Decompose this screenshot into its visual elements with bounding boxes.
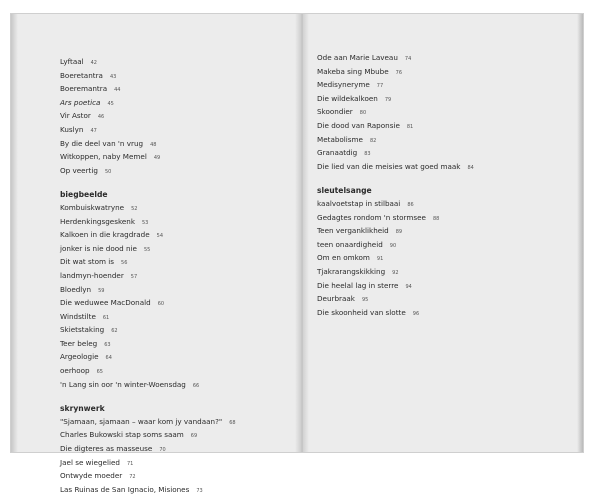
entry-title: Charles Bukowski stap soms saam bbox=[60, 430, 184, 440]
book-spread bbox=[10, 13, 584, 494]
entry-title: Die skoonheid van slotte bbox=[317, 307, 406, 317]
toc-entry bbox=[317, 161, 474, 175]
entry-title: 'n Lang sin oor 'n winter-Woensdag bbox=[60, 379, 186, 389]
entry-page-number: 73 bbox=[196, 487, 203, 494]
entry-page-number: 48 bbox=[150, 141, 157, 148]
toc-entry bbox=[60, 457, 236, 471]
toc-entry bbox=[60, 97, 236, 111]
entry-page-number: 46 bbox=[97, 114, 105, 121]
entry-title: Boeremantra bbox=[60, 84, 108, 94]
entry-page-number: 47 bbox=[90, 127, 97, 134]
right-page bbox=[309, 14, 579, 452]
toc-entry bbox=[60, 338, 236, 352]
toc-entry bbox=[317, 79, 474, 93]
entry-title: Bloedlyn bbox=[60, 284, 92, 294]
toc-entry bbox=[317, 147, 474, 161]
toc-entry bbox=[60, 416, 236, 430]
entry-page-number: 90 bbox=[389, 242, 397, 249]
entry-title: Om en omkom bbox=[317, 253, 370, 263]
toc-entry bbox=[317, 225, 474, 239]
toc-entry bbox=[317, 93, 474, 107]
entry-title: Kombuiskwatryne bbox=[60, 202, 125, 212]
entry-page-number: 92 bbox=[392, 269, 399, 276]
toc-entry bbox=[317, 293, 474, 307]
entry-page-number: 66 bbox=[192, 382, 200, 389]
entry-title: Ontwyde moeder bbox=[60, 471, 123, 481]
entry-page-number: 86 bbox=[407, 201, 414, 208]
entry-title: Die dood van Raponsie bbox=[317, 120, 400, 130]
entry-title: Teer beleg bbox=[60, 338, 98, 348]
toc-entry bbox=[317, 212, 474, 226]
entry-title: jonker is nie dood nie bbox=[60, 243, 137, 253]
entry-title: kaalvoetstap in stilbaai bbox=[317, 198, 401, 208]
entry-page-number: 89 bbox=[395, 229, 403, 236]
toc-entry bbox=[60, 270, 236, 284]
entry-title: Witkoppen, naby Memel bbox=[60, 152, 147, 162]
entry-title: Skietstaking bbox=[60, 325, 105, 335]
toc-entry bbox=[60, 229, 236, 243]
entry-title: Granaatdig bbox=[317, 148, 358, 158]
entry-page-number: 62 bbox=[111, 328, 118, 335]
entry-page-number: 83 bbox=[364, 151, 371, 158]
entry-page-number: 42 bbox=[90, 60, 97, 66]
toc-entry bbox=[60, 484, 236, 497]
entry-title: teen onaardigheid bbox=[317, 239, 383, 249]
toc-entry bbox=[60, 324, 236, 338]
entry-page-number: 77 bbox=[376, 83, 384, 90]
entry-title: Ode aan Marie Laveau bbox=[317, 53, 398, 62]
contents-list-left bbox=[60, 56, 236, 497]
toc-entry bbox=[317, 239, 474, 253]
entry-page-number: 61 bbox=[102, 314, 110, 321]
entry-title: Tjakrarangskikking bbox=[317, 266, 386, 276]
toc-entry bbox=[60, 256, 236, 270]
entry-title: Gedagtes rondom 'n stormsee bbox=[317, 212, 426, 222]
entry-page-number: 68 bbox=[229, 419, 236, 426]
entry-title: Die wildekalkoen bbox=[317, 93, 378, 103]
entry-title: Skoondier bbox=[317, 107, 353, 117]
toc-entry bbox=[60, 470, 236, 484]
entry-title: Die digteres as masseuse bbox=[60, 444, 153, 454]
entry-page-number: 81 bbox=[406, 123, 414, 130]
entry-page-number: 52 bbox=[131, 205, 138, 212]
entry-title: Die weduwee MacDonald bbox=[60, 298, 151, 308]
entry-page-number: 57 bbox=[130, 273, 138, 280]
entry-title: Boeretantra bbox=[60, 70, 103, 80]
entry-page-number: 53 bbox=[142, 219, 149, 226]
entry-page-number: 63 bbox=[104, 341, 111, 348]
entry-title: landmyn-hoender bbox=[60, 270, 124, 280]
toc-entry bbox=[317, 252, 474, 266]
toc-entry bbox=[317, 52, 474, 66]
entry-page-number: 84 bbox=[467, 164, 474, 171]
entry-page-number: 72 bbox=[129, 474, 136, 481]
toc-entry bbox=[60, 311, 236, 325]
toc-entry bbox=[317, 106, 474, 120]
entry-title: Makeba sing Mbube bbox=[317, 66, 389, 76]
toc-entry bbox=[317, 307, 474, 321]
entry-page-number: 71 bbox=[126, 460, 134, 467]
entry-title: By die deel van 'n vrug bbox=[60, 138, 144, 148]
entry-page-number: 64 bbox=[105, 355, 112, 362]
entry-title: Kuslyn bbox=[60, 124, 84, 134]
entry-page-number: 43 bbox=[109, 73, 117, 80]
toc-entry bbox=[317, 266, 474, 280]
toc-entry bbox=[317, 280, 474, 294]
entry-page-number: 76 bbox=[395, 69, 403, 76]
entry-title: Windstilte bbox=[60, 311, 96, 321]
section-heading: biegbeelde bbox=[60, 190, 108, 200]
toc-entry bbox=[60, 124, 236, 138]
entry-page-number: 49 bbox=[153, 155, 161, 162]
entry-page-number: 59 bbox=[98, 287, 105, 294]
entry-title: Op veertig bbox=[60, 165, 98, 175]
left-page bbox=[11, 14, 298, 494]
toc-entry bbox=[60, 70, 236, 84]
toc-entry bbox=[60, 138, 236, 152]
contents-list-right bbox=[317, 52, 474, 320]
entry-page-number: 88 bbox=[432, 215, 440, 222]
entry-title: Jael se wiegelied bbox=[60, 457, 120, 467]
toc-entry bbox=[317, 134, 474, 148]
toc-entry bbox=[60, 216, 236, 230]
entry-page-number: 82 bbox=[369, 137, 377, 144]
toc-entry bbox=[317, 198, 474, 212]
entry-title: Medisyneryme bbox=[317, 80, 370, 90]
book-gutter bbox=[295, 14, 309, 452]
entry-page-number: 96 bbox=[412, 310, 420, 317]
toc-entry bbox=[60, 83, 236, 97]
toc-entry bbox=[60, 443, 236, 457]
entry-title: Las Ruinas de San Ignacio, Misiones bbox=[60, 484, 190, 494]
entry-title: Argeologie bbox=[60, 352, 99, 362]
entry-page-number: 91 bbox=[376, 256, 384, 263]
entry-title: Die lied van die meisies wat goed maak bbox=[317, 161, 461, 171]
entry-page-number: 80 bbox=[359, 110, 367, 117]
entry-page-number: 56 bbox=[121, 260, 128, 267]
page-edge bbox=[577, 14, 583, 452]
entry-title: Deurbraak bbox=[317, 294, 355, 304]
entry-title: oerhoop bbox=[60, 366, 90, 376]
entry-page-number: 60 bbox=[157, 301, 165, 308]
entry-page-number: 54 bbox=[156, 233, 164, 240]
toc-entry bbox=[60, 56, 236, 70]
toc-entry bbox=[60, 429, 236, 443]
entry-title: Ars poetica bbox=[60, 97, 101, 107]
entry-page-number: 94 bbox=[405, 283, 412, 290]
entry-page-number: 44 bbox=[114, 87, 121, 94]
entry-page-number: 70 bbox=[159, 447, 166, 454]
toc-entry bbox=[60, 151, 236, 165]
entry-title: Die heelal lag in sterre bbox=[317, 280, 399, 290]
entry-title: Herdenkingsgeskenk bbox=[60, 216, 135, 226]
toc-entry bbox=[60, 165, 236, 179]
entry-page-number: 74 bbox=[404, 56, 412, 62]
toc-entry bbox=[60, 243, 236, 257]
entry-title: Lyftaal bbox=[60, 57, 84, 66]
toc-entry bbox=[60, 365, 236, 379]
entry-title: Metabolisme bbox=[317, 134, 363, 144]
toc-entry bbox=[317, 120, 474, 134]
toc-entry bbox=[60, 351, 236, 365]
toc-entry bbox=[60, 202, 236, 216]
entry-title: Kalkoen in die kragdrade bbox=[60, 230, 150, 240]
toc-entry bbox=[60, 284, 236, 298]
entry-page-number: 69 bbox=[190, 433, 198, 440]
entry-title: Vir Astor bbox=[60, 111, 91, 121]
entry-page-number: 50 bbox=[104, 168, 112, 175]
entry-page-number: 79 bbox=[384, 96, 392, 103]
toc-entry bbox=[60, 110, 236, 124]
section-heading: sleutelsange bbox=[317, 186, 372, 196]
entry-page-number: 65 bbox=[96, 369, 103, 376]
section-heading: skrynwerk bbox=[60, 404, 105, 414]
entry-page-number: 95 bbox=[361, 297, 369, 304]
entry-page-number: 55 bbox=[143, 246, 151, 253]
entry-title: "Sjamaan, sjamaan – waar kom jy vandaan?" bbox=[60, 416, 223, 426]
entry-title: Dit wat stom is bbox=[60, 257, 115, 267]
toc-entry bbox=[317, 66, 474, 80]
entry-page-number: 45 bbox=[107, 100, 114, 107]
toc-entry bbox=[60, 379, 236, 393]
entry-title: Teen verganklikheid bbox=[317, 226, 389, 236]
toc-entry bbox=[60, 297, 236, 311]
